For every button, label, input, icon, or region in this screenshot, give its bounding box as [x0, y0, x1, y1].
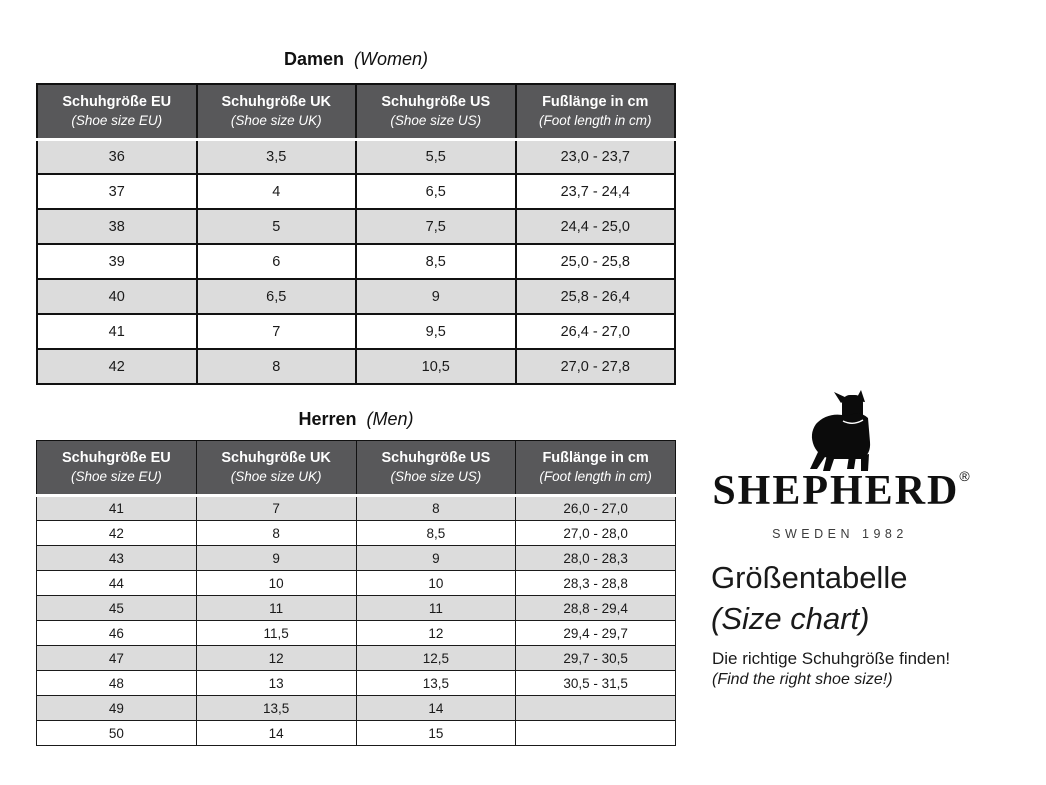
page-title-de: Größentabelle	[711, 560, 908, 595]
men-title-en: (Men)	[366, 409, 414, 429]
column-header-main: Schuhgröße UK	[221, 94, 332, 111]
men-header-row	[37, 441, 676, 496]
men-table-row	[37, 721, 676, 746]
table-cell: 43	[37, 546, 197, 571]
men-table-row	[37, 696, 676, 721]
table-cell: 11	[196, 596, 356, 621]
women-header-row	[37, 84, 675, 139]
table-cell: 15	[356, 721, 516, 746]
table-cell: 41	[37, 314, 197, 349]
table-cell: 47	[37, 646, 197, 671]
column-header	[356, 84, 516, 139]
table-cell: 23,7 - 24,4	[516, 174, 676, 209]
table-cell: 46	[37, 621, 197, 646]
table-cell: 37	[37, 174, 197, 209]
brand-tagline: SWEDEN 1982	[772, 527, 908, 541]
table-cell: 24,4 - 25,0	[516, 209, 676, 244]
table-cell: 25,8 - 26,4	[516, 279, 676, 314]
women-title-de: Damen	[283, 49, 344, 69]
table-cell: 14	[196, 721, 356, 746]
column-header-sub: (Shoe size UK)	[230, 112, 322, 128]
table-cell	[516, 721, 676, 746]
column-header-main: Schuhgröße US	[381, 450, 491, 467]
registered-trademark-icon: ®	[959, 468, 970, 484]
men-table-row	[37, 671, 676, 696]
column-header-main: Fußlänge in cm	[542, 450, 649, 467]
table-cell: 23,0 - 23,7	[516, 139, 676, 174]
column-header-sub: (Foot length in cm)	[538, 112, 652, 128]
men-table-row	[37, 596, 676, 621]
table-cell: 45	[37, 596, 197, 621]
column-header	[37, 441, 197, 496]
sheep-logo-icon	[806, 390, 876, 472]
men-title-de: Herren	[298, 409, 357, 429]
column-header-main: Fußlänge in cm	[542, 94, 649, 111]
table-cell: 13,5	[196, 696, 356, 721]
table-cell: 8,5	[356, 244, 516, 279]
women-table-row	[37, 209, 675, 244]
table-cell: 29,4 - 29,7	[516, 621, 676, 646]
table-cell: 25,0 - 25,8	[516, 244, 676, 279]
page-subtitle-en: (Find the right shoe size!)	[712, 671, 893, 688]
page-title-en: (Size chart)	[711, 601, 870, 636]
men-table-row	[37, 646, 676, 671]
men-table-row	[37, 621, 676, 646]
column-header-sub: (Shoe size US)	[390, 112, 482, 128]
table-cell: 10,5	[356, 349, 516, 384]
table-cell: 7	[197, 314, 357, 349]
table-cell: 8,5	[356, 521, 516, 546]
table-cell: 50	[37, 721, 197, 746]
men-table-row	[37, 571, 676, 596]
table-cell: 38	[37, 209, 197, 244]
table-cell: 7,5	[356, 209, 516, 244]
table-cell: 48	[37, 671, 197, 696]
table-cell: 9	[356, 279, 516, 314]
table-cell: 28,3 - 28,8	[516, 571, 676, 596]
women-table-row	[37, 349, 675, 384]
column-header-main: Schuhgröße EU	[62, 94, 172, 111]
table-cell: 3,5	[197, 139, 357, 174]
table-cell: 4	[197, 174, 357, 209]
table-cell: 8	[197, 349, 357, 384]
column-header	[516, 441, 676, 496]
table-cell: 13	[196, 671, 356, 696]
column-header	[196, 441, 356, 496]
table-cell: 12,5	[356, 646, 516, 671]
column-header-main: Schuhgröße US	[381, 94, 491, 111]
column-header-sub: (Shoe size US)	[390, 469, 482, 485]
column-header-main: Schuhgröße EU	[61, 450, 171, 467]
women-table-row	[37, 279, 675, 314]
table-cell: 42	[37, 349, 197, 384]
table-cell: 6,5	[356, 174, 516, 209]
women-table-row	[37, 244, 675, 279]
table-cell: 6	[197, 244, 357, 279]
table-cell: 9,5	[356, 314, 516, 349]
column-header-sub: (Shoe size EU)	[71, 112, 163, 128]
men-table-row	[37, 521, 676, 546]
table-cell: 11,5	[196, 621, 356, 646]
table-cell: 26,0 - 27,0	[516, 496, 676, 521]
column-header-sub: (Foot length in cm)	[539, 469, 652, 485]
table-cell: 8	[196, 521, 356, 546]
table-cell: 29,7 - 30,5	[516, 646, 676, 671]
table-cell: 13,5	[356, 671, 516, 696]
column-header	[516, 84, 676, 139]
women-size-table	[36, 83, 676, 385]
table-cell	[516, 696, 676, 721]
table-cell: 12	[196, 646, 356, 671]
brand-logotype	[707, 468, 975, 514]
table-cell: 10	[196, 571, 356, 596]
table-cell: 10	[356, 571, 516, 596]
column-header	[356, 441, 516, 496]
column-header-sub: (Shoe size UK)	[230, 469, 322, 485]
table-cell: 12	[356, 621, 516, 646]
men-table-title	[36, 409, 676, 430]
table-cell: 30,5 - 31,5	[516, 671, 676, 696]
column-header	[197, 84, 357, 139]
women-table-row	[37, 139, 675, 174]
men-table-row	[37, 496, 676, 521]
table-cell: 26,4 - 27,0	[516, 314, 676, 349]
table-cell: 8	[356, 496, 516, 521]
table-cell: 27,0 - 28,0	[516, 521, 676, 546]
column-header-sub: (Shoe size EU)	[70, 469, 162, 485]
column-header	[37, 84, 197, 139]
table-cell: 27,0 - 27,8	[516, 349, 676, 384]
women-table-title	[36, 49, 676, 70]
table-cell: 9	[356, 546, 516, 571]
table-cell: 6,5	[197, 279, 357, 314]
table-cell: 40	[37, 279, 197, 314]
women-title-en: (Women)	[354, 49, 429, 69]
column-header-main: Schuhgröße UK	[221, 450, 331, 467]
table-cell: 28,8 - 29,4	[516, 596, 676, 621]
table-cell: 41	[37, 496, 197, 521]
table-cell: 9	[196, 546, 356, 571]
table-cell: 36	[37, 139, 197, 174]
table-cell: 11	[356, 596, 516, 621]
table-cell: 49	[37, 696, 197, 721]
page-subtitle-de: Die richtige Schuhgröße finden!	[712, 649, 951, 668]
table-cell: 5,5	[356, 139, 516, 174]
table-cell: 44	[37, 571, 197, 596]
women-table-row	[37, 314, 675, 349]
table-cell: 14	[356, 696, 516, 721]
table-cell: 28,0 - 28,3	[516, 546, 676, 571]
table-cell: 7	[196, 496, 356, 521]
table-cell: 39	[37, 244, 197, 279]
brand-name: SHEPHERD	[712, 468, 960, 514]
men-table-row	[37, 546, 676, 571]
table-cell: 5	[197, 209, 357, 244]
table-cell: 42	[37, 521, 197, 546]
men-size-table	[36, 440, 676, 746]
women-table-row	[37, 174, 675, 209]
